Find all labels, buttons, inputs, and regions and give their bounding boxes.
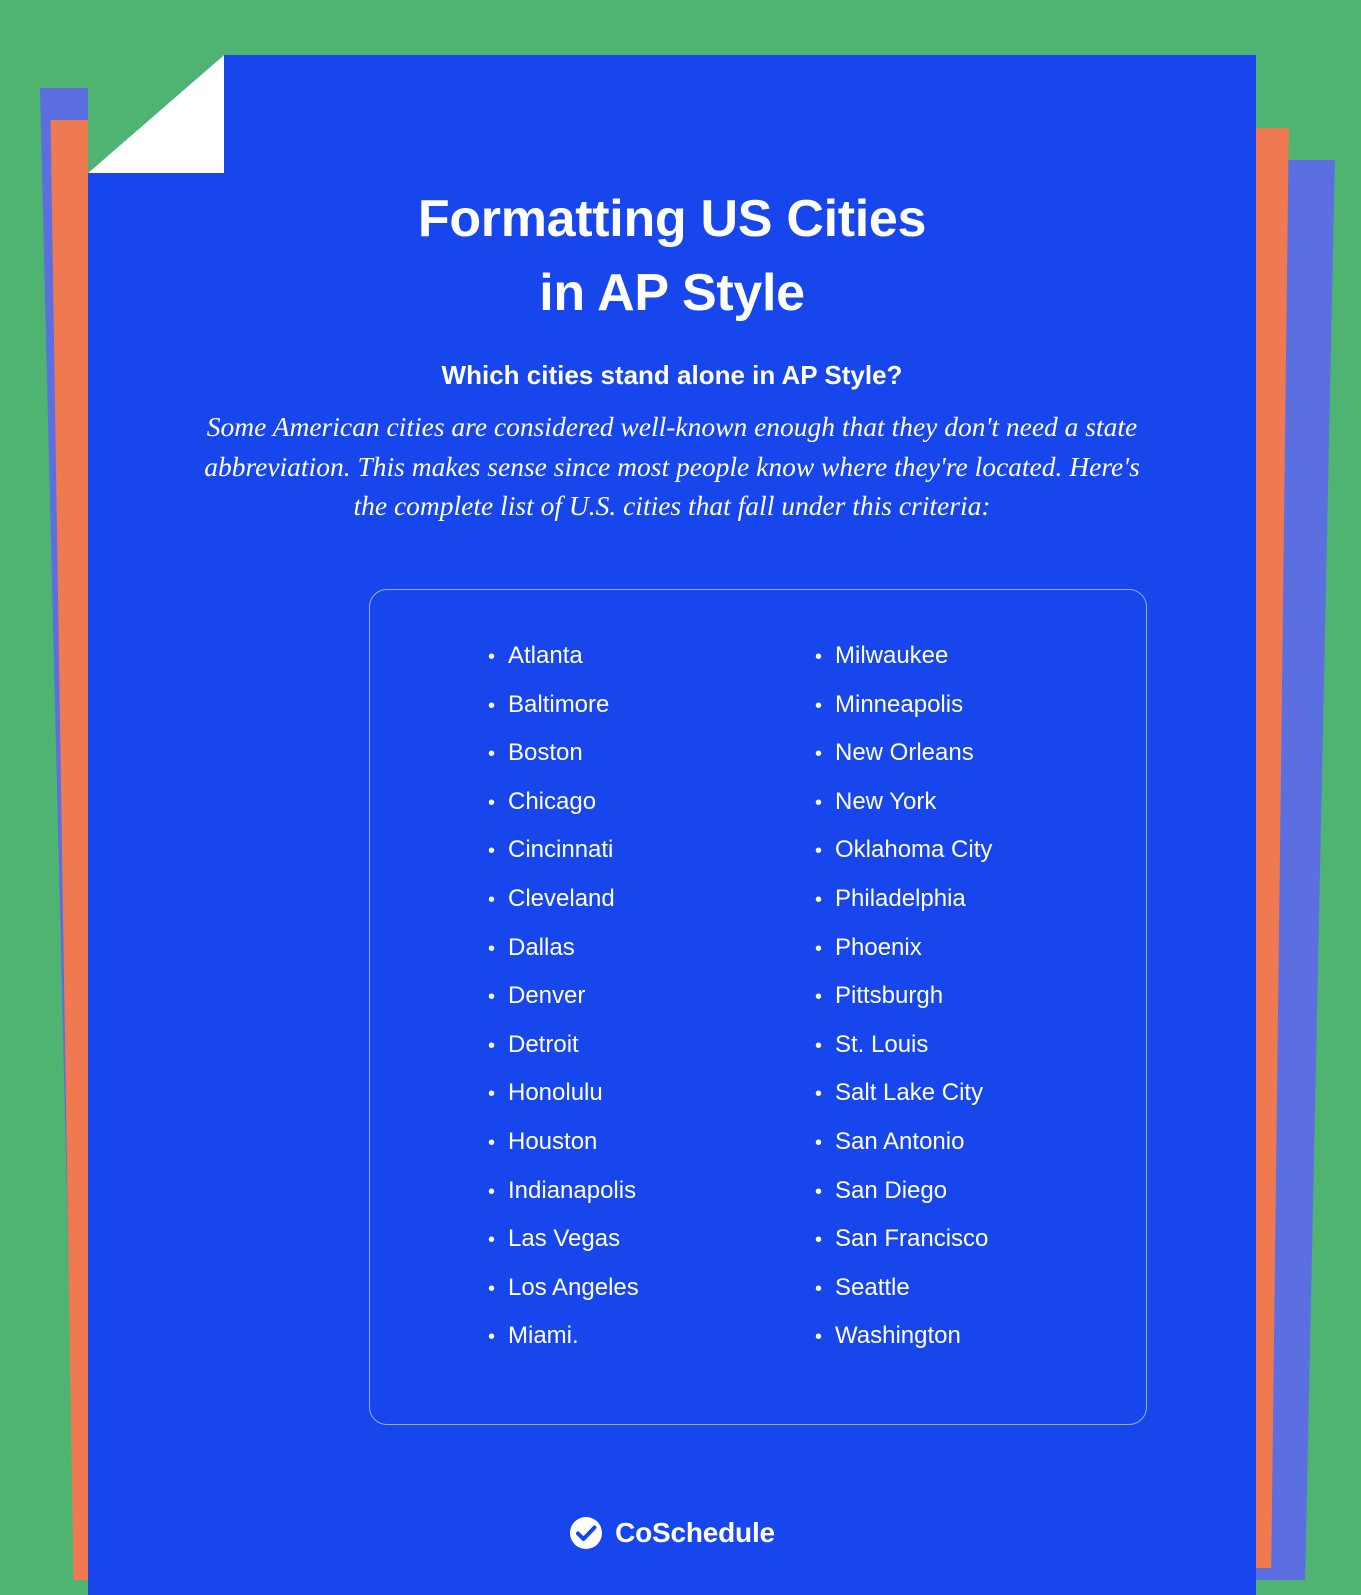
bullet-icon: •	[815, 646, 823, 668]
city-column-left	[370, 642, 758, 1371]
list-item: • Milwaukee	[815, 642, 949, 669]
bullet-icon: •	[488, 1180, 496, 1203]
city-column-right	[758, 642, 1146, 1371]
list-item: • Boston	[488, 739, 583, 767]
list-item: • New York	[815, 787, 937, 815]
bullet-icon: •	[488, 986, 496, 1009]
main-card	[88, 55, 1256, 1595]
bullet-icon: •	[815, 1131, 823, 1154]
footer-brand	[88, 1516, 1256, 1550]
intro-paragraph: Some American cities are considered well-known enough that they don't need a state abbreviation. This makes sense since most people know where they're located. Here's the complete list of U.S. cities that fall under this criteria:	[204, 411, 1140, 522]
bullet-icon: •	[815, 1180, 823, 1203]
list-item: • Baltimore	[488, 690, 610, 718]
bullet-icon: •	[815, 888, 823, 911]
list-item: • San Francisco	[815, 1225, 989, 1253]
coschedule-check-icon	[569, 1516, 603, 1550]
brand-name: CoSchedule	[615, 1517, 775, 1548]
bullet-icon: •	[488, 840, 496, 863]
list-item: • San Diego	[815, 1176, 948, 1204]
list-item: • Dallas	[488, 933, 575, 961]
page-subtitle: Which cities stand alone in AP Style?	[441, 360, 903, 390]
bullet-icon: •	[488, 743, 496, 766]
list-item: • Salt Lake City	[815, 1079, 984, 1107]
page-title	[88, 183, 1256, 331]
list-item: • Detroit	[488, 1030, 579, 1058]
bullet-icon: •	[815, 1277, 823, 1300]
city-list-box	[369, 589, 1147, 1425]
list-item: • New Orleans	[815, 739, 974, 767]
list-item: • Denver	[488, 982, 586, 1010]
list-item: • Chicago	[488, 787, 597, 815]
list-item: • Pittsburgh	[815, 982, 944, 1010]
bullet-icon: •	[488, 1034, 496, 1057]
bullet-icon: •	[815, 743, 823, 766]
bullet-icon: •	[488, 1229, 496, 1252]
list-item: • Indianapolis	[488, 1176, 637, 1204]
bullet-icon: •	[488, 646, 496, 668]
list-item: • St. Louis	[815, 1030, 929, 1058]
bullet-icon: •	[488, 791, 496, 814]
list-item: • Miami.	[488, 1322, 579, 1350]
city-columns	[370, 642, 1146, 1371]
list-item: • San Antonio	[815, 1127, 965, 1155]
bullet-icon: •	[815, 694, 823, 717]
list-item: • Phoenix	[815, 933, 922, 961]
bullet-icon: •	[815, 840, 823, 863]
list-item: • Atlanta	[488, 642, 583, 669]
bullet-icon: •	[815, 986, 823, 1009]
list-item: • Houston	[488, 1127, 598, 1155]
list-item: • Las Vegas	[488, 1225, 621, 1253]
bullet-icon: •	[815, 791, 823, 814]
bullet-icon: •	[488, 694, 496, 717]
list-item: • Cleveland	[488, 884, 615, 912]
bullet-icon: •	[488, 1131, 496, 1154]
bullet-icon: •	[815, 1083, 823, 1106]
bullet-icon: •	[488, 1326, 496, 1349]
list-item: • Minneapolis	[815, 690, 964, 718]
list-item: • Philadelphia	[815, 884, 966, 912]
bullet-icon: •	[488, 888, 496, 911]
list-item: • Los Angeles	[488, 1273, 639, 1301]
list-item: • Washington	[815, 1322, 961, 1350]
page-title-line-1: Formatting US Cities	[417, 190, 927, 248]
bullet-icon: •	[815, 1326, 823, 1349]
list-item: • Seattle	[815, 1273, 910, 1301]
page-title-line-2: in AP Style	[539, 263, 805, 322]
bullet-icon: •	[815, 937, 823, 960]
list-item: • Oklahoma City	[815, 836, 993, 864]
bullet-icon: •	[815, 1229, 823, 1252]
bullet-icon: •	[488, 1083, 496, 1106]
list-item: • Honolulu	[488, 1079, 603, 1107]
list-item: • Cincinnati	[488, 836, 614, 864]
bullet-icon: •	[488, 1277, 496, 1300]
bullet-icon: •	[815, 1034, 823, 1057]
bullet-icon: •	[488, 937, 496, 960]
